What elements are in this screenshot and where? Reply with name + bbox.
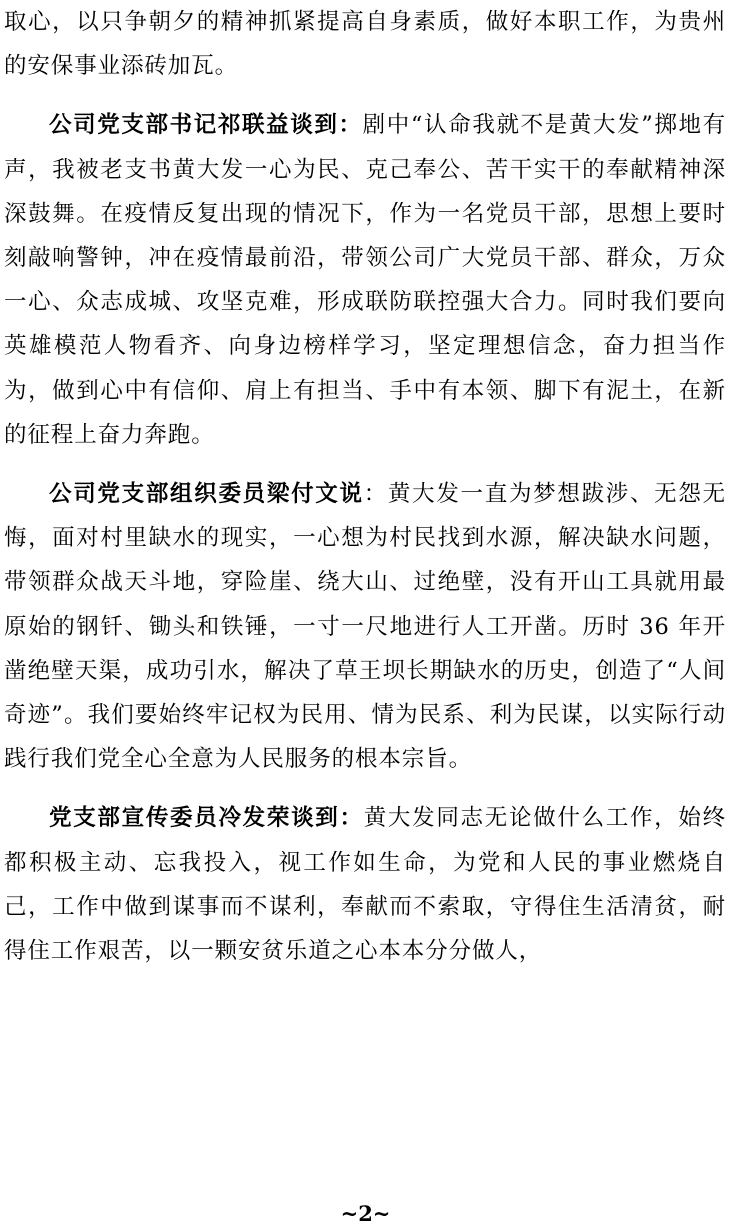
paragraph-qi-lianyi (4, 103, 726, 457)
body-text (4, 0, 726, 973)
paragraph-text: 剧中“认命我就不是黄大发”掷地有声，我被老支书黄大发一心为民、克己奉公、苦干实干的奉献精神深深鼓舞。在疫情反复出现的情况下，作为一名党员干部，思想上要时刻敲响警钟，冲在疫情最前沿，带领公司广大党员干部、群众，万众一心、众志成城、攻坚克难，形成联防联控强大合力。同时我们要向英雄模范人物看齐、向身边榜样学习，坚定理想信念，奋力担当作为，做到心中有信仰、肩上有担当、手中有本领、脚下有泥土，在新的征程上奋力奔跑。 (4, 112, 727, 448)
speaker-lead: 公司党支部书记祁联益谈到： (49, 112, 363, 139)
paragraph-1-text: 取心，以只争朝夕的精神抓紧提高自身素质，做好本职工作，为贵州的安保事业添砖加瓦。 (4, 9, 726, 80)
paragraph-continued (4, 0, 726, 88)
paragraph-liang-fuwen (4, 472, 726, 781)
paragraph-text: 黄大发同志无论做什么工作，始终都积极主动、忘我投入，视工作如生命，为党和人民的事业燃烧自己，工作中做到谋事而不谋利，奉献而不索取，守得住生活清贫，耐得住工作艰苦，以一颗安贫乐道之心本本分分做人， (4, 805, 726, 965)
page-number: ~2~ (340, 1201, 391, 1226)
speaker-lead: 党支部宣传委员冷发荣谈到： (49, 805, 364, 832)
paragraph-text: ：黄大发一直为梦想跋涉、无怨无悔，面对村里缺水的现实，一心想为村民找到水源，解决缺水问题，带领群众战天斗地，穿险崖、绕大山、过绝壁，没有开山工具就用最原始的钢钎、锄头和铁锤，一寸一尺地进行人工开凿。历时 36 年开凿绝壁天渠，成功引水，解决了草王坝长期缺水的历史，创造了“人间奇迹”。我们要始终牢记权为民用、情为民系、利为民谋，以实际行动践行我们党全心全意为人民服务的根本宗旨。 (4, 481, 726, 773)
speaker-lead: 公司党支部组织委员梁付文说 (49, 481, 364, 508)
paragraph-leng-farong (4, 796, 726, 973)
